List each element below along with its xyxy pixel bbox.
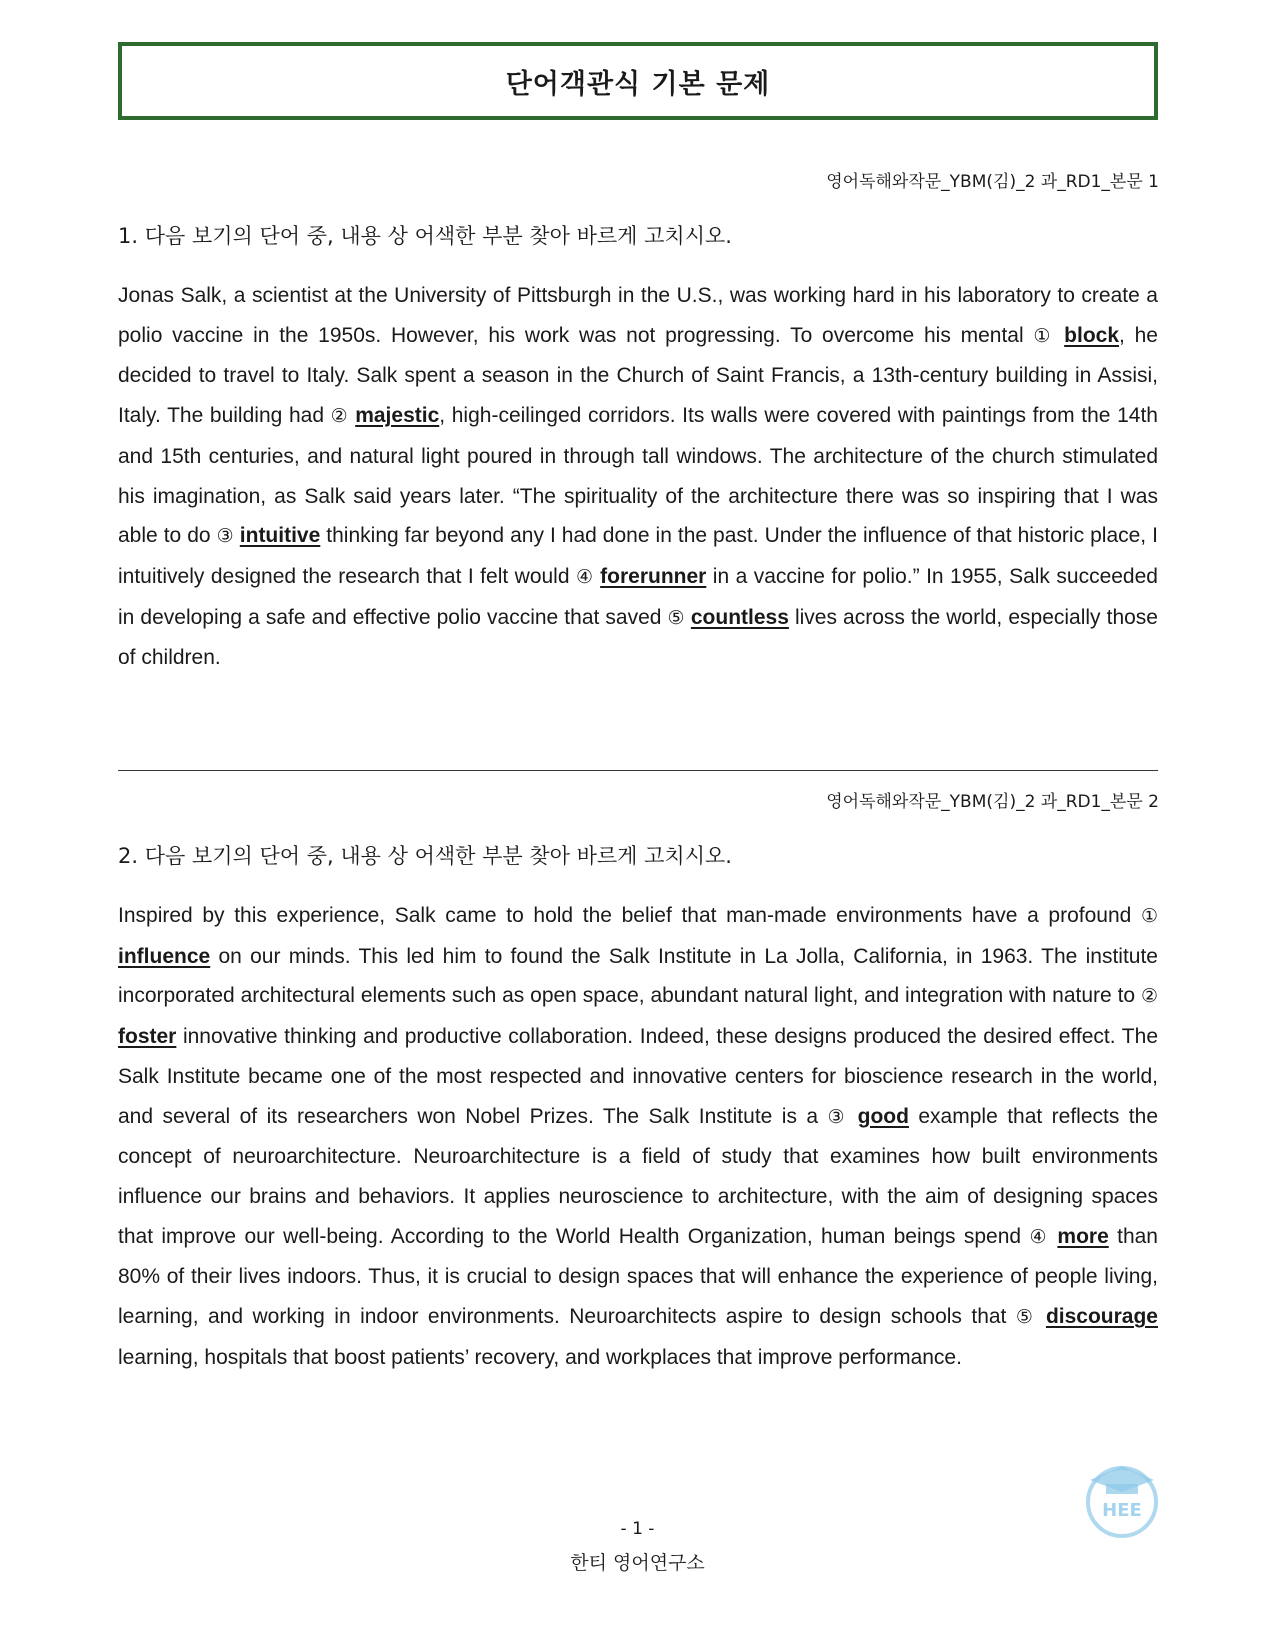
- passage-text: than 80% of their lives indoors. Thus, it is crucial to design spaces that will enhance the experience of people living, learning, and working in indoor environments. Neuroarchitects aspire to design schools that: [118, 1224, 1158, 1329]
- question-2-source: 영어독해와작문_YBM(김)_2 과_RD1_본문 2: [826, 792, 1159, 812]
- underlined-choice-word: countless: [690, 605, 789, 629]
- underlined-choice-word: intuitive: [239, 524, 321, 548]
- passage-text: on our minds. This led him to found the Salk Institute in La Jolla, California, in 1963. The institute incorporated architectural elements such as open space, abundant natural light, and integration with nature to: [118, 944, 1158, 1008]
- question-2-passage: [118, 896, 1158, 1377]
- item-number: ②: [1140, 985, 1158, 1008]
- item-number: ①: [1140, 905, 1158, 927]
- hee-logo: [1082, 1458, 1162, 1538]
- logo-text: HEE: [1102, 1500, 1142, 1521]
- item-number: ④: [576, 565, 594, 588]
- underlined-choice-word: block: [1064, 323, 1120, 347]
- passage-text: , he decided to travel to Italy. Salk spent a season in the Church of Saint Francis, a 13th-century building in Assisi, Italy. The building had: [118, 323, 1158, 428]
- section-divider: [118, 770, 1158, 771]
- title-box: [118, 42, 1158, 120]
- passage-text: learning, hospitals that boost patients’ recovery, and workplaces that improve performance.: [118, 1345, 962, 1369]
- underlined-choice-word: forerunner: [600, 564, 707, 588]
- passage-text: Inspired by this experience, Salk came to hold the belief that man-made environments have a profound: [118, 904, 1141, 927]
- underlined-choice-word: discourage: [1045, 1305, 1158, 1329]
- item-number: ②: [330, 405, 349, 428]
- passage-text: innovative thinking and productive collaboration. Indeed, these designs produced the desired effect. The Salk Institute became one of the most respected and innovative centers for bioscience research in the world, and several of its researchers won Nobel Prizes. The Salk Institute is a: [118, 1025, 1158, 1128]
- underlined-choice-word: majestic: [355, 404, 440, 428]
- page-title: 단어객관식 기본 문제: [505, 68, 771, 100]
- item-number: ⑤: [1015, 1306, 1037, 1329]
- item-number: ③: [216, 525, 234, 548]
- page-number: - 1 -: [620, 1519, 655, 1539]
- passage-text: , high-ceilinged corridors. Its walls were covered with paintings from the 14th and 15th centuries, and natural light poured in through tall windows. The architecture of the church stimulated his imagination, as Salk said years later. “The spirituality of the architecture there was so inspiring that I was able to do: [118, 404, 1158, 548]
- item-number: ①: [1033, 324, 1055, 347]
- underlined-choice-word: good: [857, 1104, 909, 1128]
- passage-text: thinking far beyond any I had done in the past. Under the influence of that historic place, I intuitively designed the research that I felt would: [118, 524, 1158, 588]
- question-1-passage: [118, 276, 1158, 678]
- passage-text: Jonas Salk, a scientist at the University of Pittsburgh in the U.S., was working hard in his laboratory to create a polio vaccine in the 1950s. However, his work was not progressing. To overcome his mental: [118, 284, 1158, 347]
- underlined-choice-word: influence: [118, 944, 211, 968]
- item-number: ⑤: [667, 606, 685, 629]
- item-number: ③: [827, 1105, 849, 1128]
- question-1-prompt: 1. 다음 보기의 단어 중, 내용 상 어색한 부분 찾아 바르게 고치시오.: [118, 224, 732, 248]
- question-1-source: 영어독해와작문_YBM(김)_2 과_RD1_본문 1: [826, 172, 1159, 192]
- passage-text: lives across the world, especially those of children.: [118, 605, 1158, 670]
- underlined-choice-word: foster: [118, 1025, 177, 1049]
- passage-text: example that reflects the concept of neuroarchitecture. Neuroarchitecture is a field of study that examines how built environments influence our brains and behaviors. It applies neuroscience to architecture, with the aim of designing spaces that improve our well-being. According to the World Health Organization, human beings spend: [118, 1104, 1158, 1248]
- passage-text: in a vaccine for polio.” In 1955, Salk succeeded in developing a safe and effective polio vaccine that saved: [118, 564, 1158, 629]
- question-2-prompt: 2. 다음 보기의 단어 중, 내용 상 어색한 부분 찾아 바르게 고치시오.: [118, 844, 732, 868]
- item-number: ④: [1029, 1225, 1050, 1248]
- underlined-choice-word: more: [1057, 1224, 1109, 1248]
- footer-label: 한티 영어연구소: [570, 1552, 705, 1574]
